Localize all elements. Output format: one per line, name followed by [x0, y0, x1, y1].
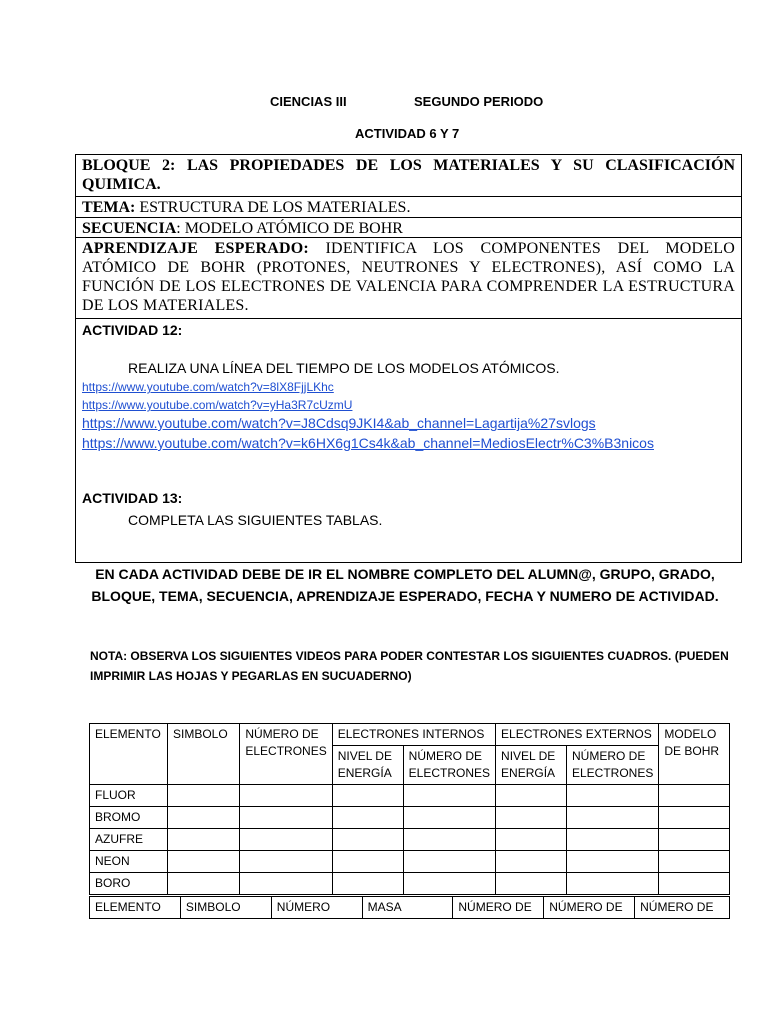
empty-cell — [332, 785, 403, 807]
act12-title: ACTIVIDAD 12: — [82, 322, 183, 338]
t2-header: ELEMENTO — [90, 897, 181, 919]
empty-cell — [240, 829, 332, 851]
empty-cell — [659, 851, 730, 873]
empty-cell — [567, 785, 659, 807]
empty-cell — [240, 873, 332, 895]
empty-cell — [332, 829, 403, 851]
empty-cell — [167, 785, 239, 807]
note-line-1: NOTA: OBSERVA LOS SIGUIENTES VIDEOS PARA PODER CONTESTAR LOS SIGUIENTES CUADROS. (PUEDEN — [90, 649, 729, 663]
empty-cell — [659, 785, 730, 807]
th-electrones-internos: ELECTRONES INTERNOS — [332, 724, 495, 746]
empty-cell — [403, 785, 495, 807]
empty-cell — [167, 851, 239, 873]
empty-cell — [659, 807, 730, 829]
th-numero-line1: NÚMERO DE — [245, 727, 319, 741]
t2-header: SIMBOLO — [180, 897, 271, 919]
empty-cell — [496, 873, 567, 895]
subject-title: CIENCIAS III — [270, 94, 347, 109]
table-row — [90, 851, 730, 873]
activities-row — [76, 319, 741, 562]
empty-cell — [567, 873, 659, 895]
row-element-name: FLUOR — [90, 785, 168, 807]
empty-cell — [332, 807, 403, 829]
empty-cell — [240, 851, 332, 873]
act12-text: REALIZA UNA LÍNEA DEL TIEMPO DE LOS MODELOS ATÓMICOS. — [128, 360, 560, 376]
empty-cell — [567, 807, 659, 829]
bloque-label: BLOQUE 2: — [82, 157, 176, 174]
ext-nivel-l1: NIVEL DE — [501, 749, 556, 763]
video-link-3[interactable]: https://www.youtube.com/watch?v=J8Cdsq9JKI4&ab_channel=Lagartija%27svlogs — [82, 415, 596, 431]
empty-cell — [403, 807, 495, 829]
note-line-2: IMPRIMIR LAS HOJAS Y PEGARLAS EN SUCUADERNO) — [90, 669, 412, 683]
empty-cell — [659, 829, 730, 851]
ext-nivel-l2: ENERGÍA — [501, 766, 556, 780]
th-modelo-bohr — [659, 724, 730, 785]
tema-text: ESTRUCTURA DE LOS MATERIALES. — [139, 199, 411, 216]
empty-cell — [496, 807, 567, 829]
empty-cell — [240, 785, 332, 807]
int-nivel-l1: NIVEL DE — [337, 749, 392, 763]
empty-cell — [567, 829, 659, 851]
instruction-line-2: BLOQUE, TEMA, SECUENCIA, APRENDIZAJE ESPERADO, FECHA Y NUMERO DE ACTIVIDAD. — [91, 588, 719, 604]
table-row — [90, 873, 730, 895]
empty-cell — [659, 873, 730, 895]
int-nivel-l2: ENERGÍA — [337, 766, 392, 780]
int-num-l1: NÚMERO DE — [408, 749, 483, 763]
period-title: SEGUNDO PERIODO — [414, 94, 544, 109]
th-ext-nivel — [496, 746, 567, 785]
th-modelo-line2: DE BOHR — [664, 744, 720, 758]
empty-cell — [167, 873, 239, 895]
video-link-4[interactable]: https://www.youtube.com/watch?v=k6HX6g1Cs4k&ab_channel=MediosElectr%C3%B3nicos — [82, 435, 654, 451]
empty-cell — [567, 851, 659, 873]
aprendizaje-row — [76, 238, 741, 319]
activity-title: ACTIVIDAD 6 Y 7 — [355, 126, 460, 141]
t2-header: NÚMERO DE — [544, 897, 635, 919]
table-row — [90, 807, 730, 829]
tema-row — [76, 197, 741, 218]
empty-cell — [496, 829, 567, 851]
row-element-name: AZUFRE — [90, 829, 168, 851]
row-element-name: BORO — [90, 873, 168, 895]
th-int-nivel — [332, 746, 403, 785]
table-row — [90, 785, 730, 807]
th-modelo-line1: MODELO — [664, 727, 717, 741]
th-ext-numero — [567, 746, 659, 785]
ext-num-l2: ELECTRONES — [572, 766, 654, 780]
t2-header: NÚMERO DE — [453, 897, 544, 919]
th-numero-electrones — [240, 724, 332, 785]
bloque-row — [76, 155, 741, 197]
aprendizaje-text: IDENTIFICA LOS COMPONENTES DEL MODELO ATÓMICO DE BOHR (PROTONES, NEUTRONES Y ELECTRONES), ASÍ COMO LA FUNCIÓN DE LOS ELECTRONES DE VALENCIA PARA COMPRENDER LA ESTRUCTURA DE LOS MATERIALES. — [82, 240, 735, 314]
act13-text: COMPLETA LAS SIGUIENTES TABLAS. — [128, 512, 383, 528]
empty-cell — [167, 829, 239, 851]
th-electrones-externos: ELECTRONES EXTERNOS — [496, 724, 659, 746]
empty-cell — [167, 807, 239, 829]
th-simbolo: SIMBOLO — [167, 724, 239, 785]
t2-header: NÚMERO — [271, 897, 362, 919]
tema-label: TEMA: — [82, 199, 136, 216]
bloque-text: LAS PROPIEDADES DE LOS MATERIALES Y SU CLASIFICACIÓN QUIMICA. — [82, 157, 736, 193]
th-numero-line2: ELECTRONES — [245, 744, 327, 758]
empty-cell — [332, 851, 403, 873]
video-link-1[interactable]: https://www.youtube.com/watch?v=8lX8FjjLKhc — [82, 380, 334, 394]
th-elemento: ELEMENTO — [90, 724, 168, 785]
empty-cell — [403, 873, 495, 895]
ext-num-l1: NÚMERO DE — [572, 749, 646, 763]
secuencia-text: : MODELO ATÓMICO DE BOHR — [176, 220, 403, 237]
instruction-line-1: EN CADA ACTIVIDAD DEBE DE IR EL NOMBRE COMPLETO DEL ALUMN@, GRUPO, GRADO, — [95, 566, 715, 582]
t2-header: MASA — [362, 897, 453, 919]
info-block — [75, 154, 742, 563]
table-row — [90, 829, 730, 851]
row-element-name: NEON — [90, 851, 168, 873]
empty-cell — [496, 851, 567, 873]
bohr-table — [89, 723, 730, 895]
secuencia-row — [76, 218, 741, 238]
element-mass-table — [89, 896, 730, 919]
empty-cell — [403, 829, 495, 851]
t2-header: NÚMERO DE — [635, 897, 730, 919]
empty-cell — [496, 785, 567, 807]
video-link-2[interactable]: https://www.youtube.com/watch?v=yHa3R7cUzmU — [82, 398, 353, 412]
aprendizaje-label: APRENDIZAJE ESPERADO: — [82, 240, 309, 257]
int-num-l2: ELECTRONES — [408, 766, 491, 780]
empty-cell — [403, 851, 495, 873]
secuencia-label: SECUENCIA — [82, 220, 177, 237]
act13-title: ACTIVIDAD 13: — [82, 490, 183, 506]
empty-cell — [332, 873, 403, 895]
th-int-numero — [403, 746, 495, 785]
row-element-name: BROMO — [90, 807, 168, 829]
empty-cell — [240, 807, 332, 829]
